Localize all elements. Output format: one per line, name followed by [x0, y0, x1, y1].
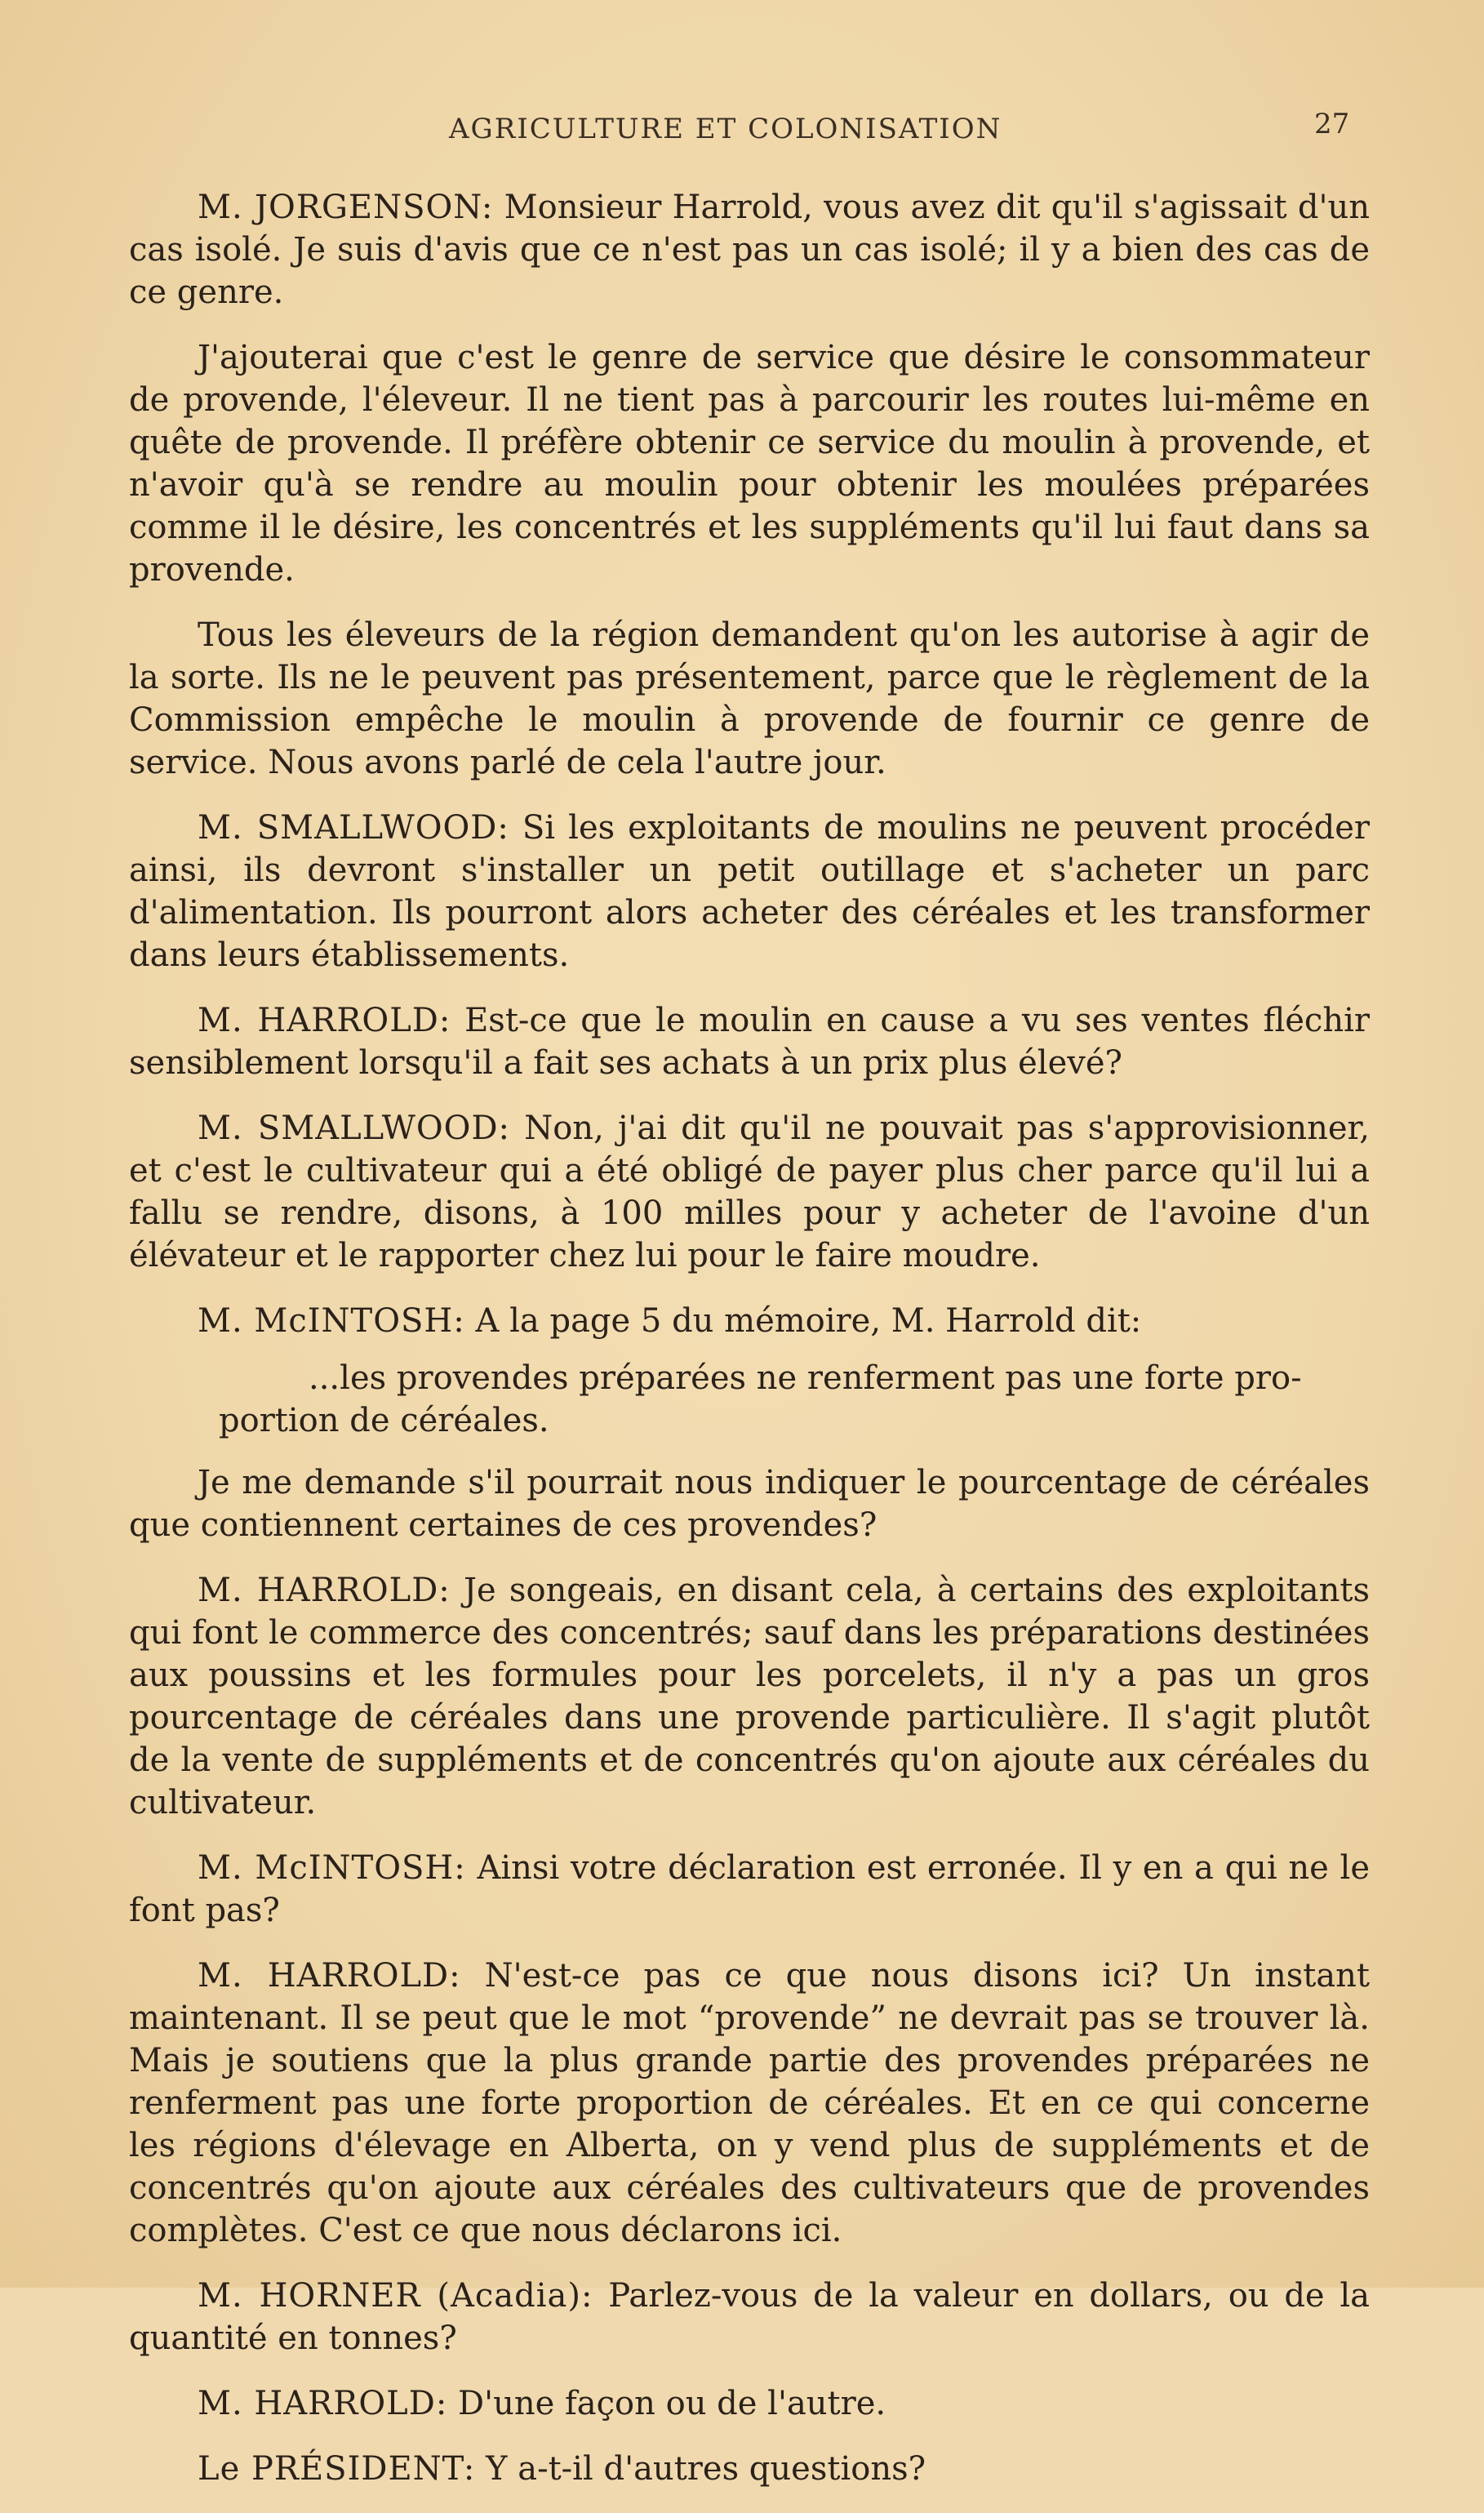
paragraph: [129, 807, 1370, 976]
paragraph: [129, 1461, 1370, 1546]
speaker-name: M. McINTOSH:: [198, 1849, 466, 1887]
paragraph: [129, 2382, 1370, 2425]
paragraph: [129, 1107, 1370, 1277]
paragraph: [129, 614, 1370, 784]
paragraph: [129, 1847, 1370, 1932]
speaker-name: M. HARROLD:: [198, 1572, 451, 1609]
paragraph-text: J'ajouterai que c'est le genre de service que désire le consommateur de provende, l'éleveur. Il ne tient pas à parcourir les routes lui-même en quête de provende. Il préfère obtenir ce service du moulin à provende, et n'avoir qu'à se rendre au moulin pour obtenir les moulées préparées comme il le désire, les concentrés et les suppléments qu'il lui faut dans sa provende.: [129, 339, 1370, 589]
speaker-name: M. SMALLWOOD:: [198, 1110, 511, 1147]
paragraph-text: Monsieur Harrold, vous avez dit qu'il s'agissait d'un cas isolé. Je suis d'avis que ce n'est pas un cas isolé; il y a bien des cas de ce genre.: [129, 189, 1371, 311]
speaker-name: M. SMALLWOOD:: [198, 809, 509, 847]
paragraph-text: Parlez-vous de la valeur en dollars, ou de la quantité en tonnes?: [129, 2277, 1371, 2357]
paragraph-text: N'est-ce pas ce que nous disons ici? Un instant maintenant. Il se peut que le mot “provende” ne devrait pas se trouver là. Mais je soutiens que la plus grande partie des provendes préparées ne renferment pas une forte proportion de céréales. Et en ce qui concerne les régions d'élevage en Alberta, on y vend plus de suppléments et de concentrés qu'on ajoute aux céréales des cultivateurs que de provendes complètes. C'est ce que nous déclarons ici.: [129, 1957, 1370, 2249]
paragraph: [129, 1955, 1370, 2252]
paragraph: [129, 1300, 1370, 1342]
speaker-name: M. HARROLD:: [198, 1002, 451, 1039]
paragraph-text: Si les exploitants de moulins ne peuvent procéder ainsi, ils devront s'installer un petit outillage et s'acheter un parc d'alimentation. Ils pourront alors acheter des céréales et les transformer dans leurs établissements.: [129, 809, 1370, 974]
speaker-name: M. HARROLD:: [198, 2385, 448, 2422]
quote-line: portion de céréales.: [219, 1402, 549, 1439]
paragraph: [129, 336, 1370, 591]
paragraph-text: Y a-t-il d'autres questions?: [486, 2450, 926, 2488]
paragraph-text: Ainsi votre déclaration est erronée. Il y en a qui ne le font pas?: [129, 1849, 1371, 1929]
paragraph: [129, 2448, 1370, 2490]
paragraph-text: D'une façon ou de l'autre.: [458, 2385, 886, 2422]
paragraph-text: A la page 5 du mémoire, M. Harrold dit:: [475, 1302, 1142, 1340]
paragraph: [129, 1569, 1370, 1824]
running-head: [0, 108, 1484, 162]
header-title: AGRICULTURE ET COLONISATION: [449, 113, 1002, 145]
page-number: 27: [1314, 108, 1350, 140]
paragraph-text: Je songeais, en disant cela, à certains des exploitants qui font le commerce des concentrés; sauf dans les préparations destinées aux poussins et les formules pour les porcelets, il n'y a pas un gros pourcentage de céréales dans une provende particulière. Il s'agit plutôt de la vente de suppléments et de concentrés qu'on ajoute aux céréales du cultivateur.: [129, 1572, 1371, 1821]
block-quote: [219, 1357, 1370, 1442]
paragraph: [129, 186, 1370, 314]
speaker-name: Le PRÉSIDENT:: [198, 2450, 476, 2488]
speaker-name: M. HARROLD:: [198, 1957, 461, 1995]
speaker-name: M. HORNER (Acadia):: [198, 2277, 593, 2315]
page-body: [129, 186, 1370, 2513]
paragraph-text: Est-ce que le moulin en cause a vu ses ventes fléchir sensiblement lorsqu'il a fait ses achats à un prix plus élevé?: [129, 1002, 1371, 1082]
paragraph-text: Je me demande s'il pourrait nous indiquer le pourcentage de céréales que contiennent certaines de ces provendes?: [129, 1464, 1370, 1544]
paragraph-text: Non, j'ai dit qu'il ne pouvait pas s'approvisionner, et c'est le cultivateur qui a été obligé de payer plus cher parce qu'il lui a fallu se rendre, disons, à 100 milles pour y acheter de l'avoine d'un élévateur et le rapporter chez lui pour le faire moudre.: [129, 1110, 1370, 1274]
speaker-name: M. McINTOSH:: [198, 1302, 465, 1340]
speaker-name: M. JORGENSON:: [198, 189, 494, 226]
paragraph-text: Tous les éleveurs de la région demandent qu'on les autorise à agir de la sorte. Ils ne le peuvent pas présentement, parce que le règlement de la Commission empêche le moulin à provende de fournir ce genre de service. Nous avons parlé de cela l'autre jour.: [129, 616, 1370, 781]
quote-line: ...les provendes préparées ne renferment pas une forte pro-: [309, 1359, 1302, 1397]
paragraph: [129, 999, 1370, 1084]
